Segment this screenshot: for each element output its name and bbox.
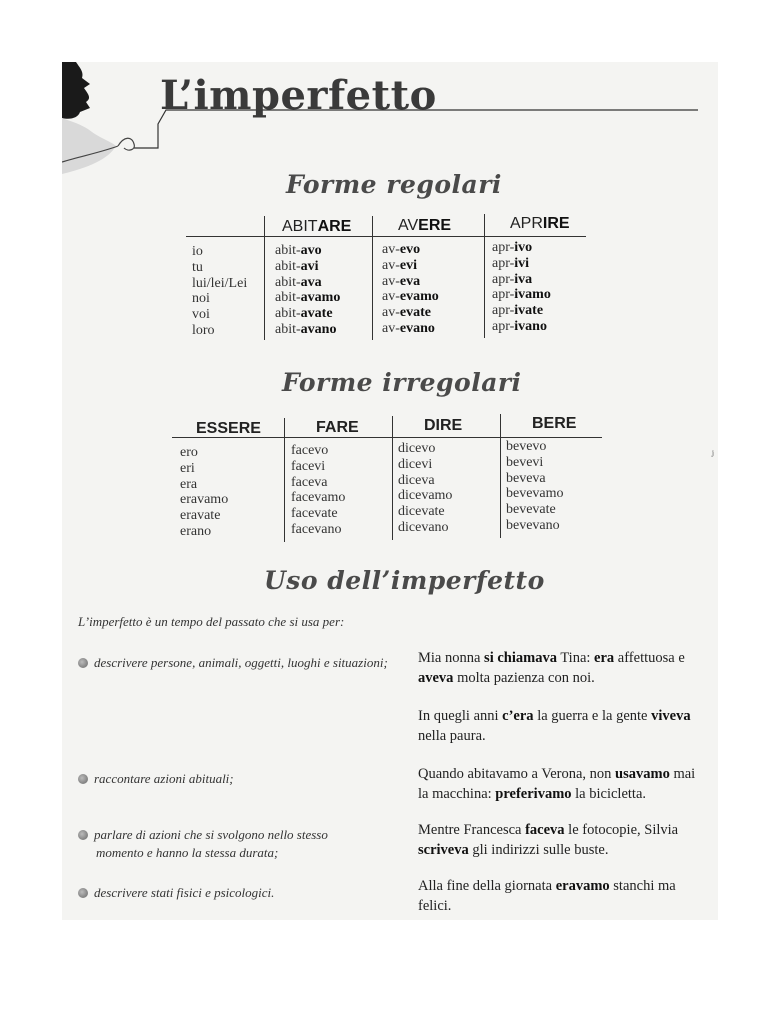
abitare-column — [275, 243, 340, 338]
verb-form: bevevate — [506, 502, 556, 518]
verb-form: bevevamo — [506, 486, 564, 502]
header-avere: AVERE — [398, 217, 452, 234]
irregular-forms-heading: Forme irregolari — [282, 368, 522, 397]
verb-form: era — [180, 476, 198, 492]
header-bere: BERE — [532, 415, 577, 432]
verb-form: faceva — [291, 474, 328, 490]
verb-form: facevate — [291, 506, 338, 522]
verb-form: dicevo — [398, 441, 436, 456]
verb-form: abit-avate — [275, 306, 333, 322]
example-sentence: Alla fine della giornata eravamo stanchi ma felici. — [418, 878, 676, 914]
verb-form: ero — [180, 445, 198, 460]
verb-form: dicevi — [398, 456, 433, 472]
usage-item: raccontare azioni abituali; — [78, 770, 234, 788]
bullet-icon — [78, 774, 88, 784]
column-divider — [264, 216, 265, 340]
usage-intro: L’imperfetto è un tempo del passato che si usa per: — [78, 614, 345, 629]
pronoun: lui/lei/Lei — [192, 275, 248, 291]
verb-form: abit-ava — [275, 274, 322, 290]
verb-form: dicevate — [398, 504, 445, 520]
verb-form: av-evi — [382, 257, 417, 273]
usage-item: descrivere stati fisici e psicologici. — [78, 884, 274, 902]
verb-form: av-evamo — [382, 289, 439, 305]
verb-form: abit-avano — [275, 321, 337, 337]
verb-form: facevo — [291, 443, 329, 458]
page-title: L’imperfetto — [160, 72, 437, 119]
verb-form: apr-ivo — [492, 240, 533, 255]
pronoun: voi — [192, 307, 210, 323]
verb-form: av-evate — [382, 305, 431, 321]
column-divider — [500, 414, 501, 538]
header-fare: FARE — [316, 419, 359, 436]
pronoun: noi — [192, 291, 210, 307]
verb-form: abit-avo — [275, 243, 322, 258]
verb-form: av-evano — [382, 320, 435, 336]
verb-form: diceva — [398, 472, 435, 488]
verb-form: av-eva — [382, 273, 421, 289]
verb-form: bevevi — [506, 454, 544, 470]
verb-form: facevano — [291, 521, 342, 537]
scan-mark: ⱼ — [711, 446, 714, 458]
verb-form: apr-ivano — [492, 318, 547, 334]
pronoun: tu — [192, 259, 203, 275]
verb-form: apr-ivamo — [492, 287, 551, 303]
verb-form: abit-avi — [275, 258, 319, 274]
column-divider — [484, 214, 485, 338]
bere-column — [506, 439, 564, 534]
header-aprire: APRIRE — [510, 215, 570, 232]
verb-form: abit-avamo — [275, 290, 341, 306]
example-sentence: Mentre Francesca faceva le fotocopie, Silvia scriveva gli indirizzi sulle buste. — [418, 822, 679, 858]
column-divider — [392, 416, 393, 540]
bullet-icon — [78, 830, 88, 840]
verb-form: facevi — [291, 458, 326, 474]
header-essere: ESSERE — [196, 420, 261, 437]
header-rule — [172, 437, 602, 438]
header-rule — [186, 236, 586, 237]
aprire-column — [492, 240, 551, 335]
verb-form: eravamo — [180, 492, 229, 508]
pronoun-column — [192, 244, 247, 339]
verb-form: apr-ivate — [492, 303, 544, 319]
verb-form: bevevano — [506, 517, 560, 533]
verb-form: dicevamo — [398, 488, 453, 504]
avere-column — [382, 242, 439, 337]
bullet-icon — [78, 658, 88, 668]
verb-form: eravate — [180, 508, 221, 524]
bullet-icon — [78, 888, 88, 898]
verb-form: apr-iva — [492, 271, 533, 287]
verb-form: eri — [180, 460, 195, 476]
verb-form: apr-ivi — [492, 255, 530, 271]
verb-form: facevamo — [291, 490, 346, 506]
usage-item: parlare di azioni che si svolgono nello stesso momento e hanno la stessa durata; — [78, 826, 328, 862]
example-sentence: In quegli anni c’era la guerra e la gente viveva nella paura. — [418, 708, 691, 744]
pronoun: io — [192, 244, 203, 259]
header-dire: DIRE — [424, 417, 463, 434]
verb-form: bevevo — [506, 439, 547, 454]
example-sentence: Quando abitavamo a Verona, non usavamo mai la macchina: preferivamo la bicicletta. — [418, 766, 696, 802]
header-abitare: ABITARE — [282, 218, 352, 235]
usage-heading: Uso dell’imperfetto — [264, 566, 545, 595]
column-divider — [372, 216, 373, 340]
verb-form: beveva — [506, 470, 546, 486]
fare-column — [291, 443, 345, 538]
verb-form: erano — [180, 523, 212, 539]
essere-column — [180, 445, 228, 540]
example-sentence: Mia nonna si chiamava Tina: era affettuosa e aveva molta pazienza con noi. — [418, 650, 685, 686]
usage-item: descrivere persone, animali, oggetti, luoghi e situazioni; — [78, 654, 388, 672]
dire-column — [398, 441, 452, 536]
verb-form: av-evo — [382, 242, 421, 257]
pronoun: loro — [192, 322, 215, 338]
verb-form: dicevano — [398, 519, 449, 535]
textbook-page — [62, 62, 718, 920]
regular-forms-heading: Forme regolari — [286, 170, 502, 199]
column-divider — [284, 418, 285, 542]
